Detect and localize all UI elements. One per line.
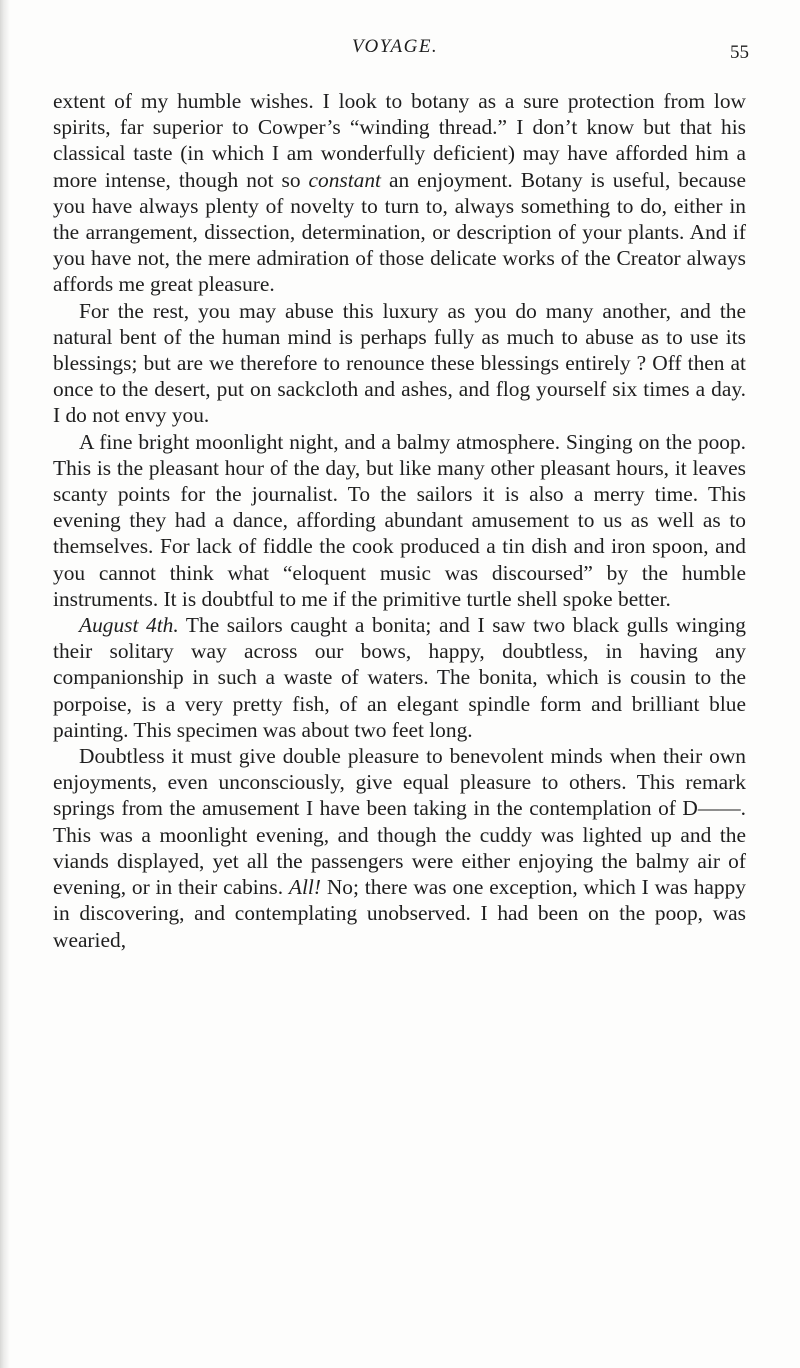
paragraph-4 — [53, 612, 746, 743]
running-head — [0, 36, 800, 66]
italic-word: constant — [308, 167, 381, 192]
paragraph-3 — [53, 429, 746, 612]
paragraph-segment: No; there was one exception, which I was happy in discovering, and contemplating unobserved. I had been on the poop, was wearied, — [53, 875, 746, 952]
paragraph-2 — [53, 298, 746, 429]
paragraph-segment: A fine bright moonlight night, and a balmy atmosphere. Singing on the poop. This is the pleasant hour of the day, but like many other pleasant hours, it leaves scanty points for the journalist. To the sailors it is also a merry time. This evening they had a dance, affording abundant amusement to us as well as to themselves. For lack of fiddle the cook produced a tin dish and iron spoon, and you cannot think what “eloquent music was discoursed” by the humble instruments. It is doubtful to me if the primitive turtle shell spoke better. — [53, 429, 746, 611]
page-gutter-shadow — [0, 0, 10, 1368]
page-number: 55 — [730, 42, 749, 63]
paragraph-segment: The sailors caught a bonita; and I saw two black gulls winging their solitary way across our bows, happy, doubtless, in having any companionship in such a waste of waters. The bonita, which is cousin to the porpoise, is a very pretty fish, of an elegant spindle form and brilliant blue painting. This specimen was about two feet long. — [53, 613, 746, 742]
paragraph-segment: an enjoyment. Botany is useful, because you have always plenty of novelty to turn to, always something to do, either in the arrangement, dissection, determination, or description of your plants. And if you have not, the mere admiration of those delicate works of the Creator always affords me great pleasure. — [53, 167, 746, 297]
body-text — [53, 88, 746, 953]
paragraph-segment: extent of my humble wishes. I look to botany as a sure protection from low spirits, far superior to Cowper’s “winding thread.” I don’t know but that his classical taste (in which I am wonderfully deficient) may have afforded him a more intense, though not so — [53, 89, 746, 192]
paragraph-segment: Doubtless it must give double pleasure to benevolent minds when their own enjoyments, even unconsciously, give equal pleasure to others. This remark springs from the amusement I have been taking in the contemplation of D——. This was a moonlight evening, and though the cuddy was lighted up and the viands displayed, yet all the passengers were either enjoying the balmy air of evening, or in their cabins. — [53, 744, 746, 900]
paragraph-segment: For the rest, you may abuse this luxury as you do many another, and the natural bent of the human mind is perhaps fully as much to abuse as to use its blessings; but are we therefore to renounce these blessings entirely ? Off then at once to the desert, put on sackcloth and ashes, and flog yourself six times a day. I do not envy you. — [53, 298, 746, 428]
paragraph-5 — [53, 743, 746, 953]
running-title: VOYAGE. — [352, 36, 439, 57]
italic-word: All! — [288, 875, 321, 900]
paragraph-1 — [53, 88, 746, 298]
journal-date: August 4th. — [79, 613, 179, 638]
